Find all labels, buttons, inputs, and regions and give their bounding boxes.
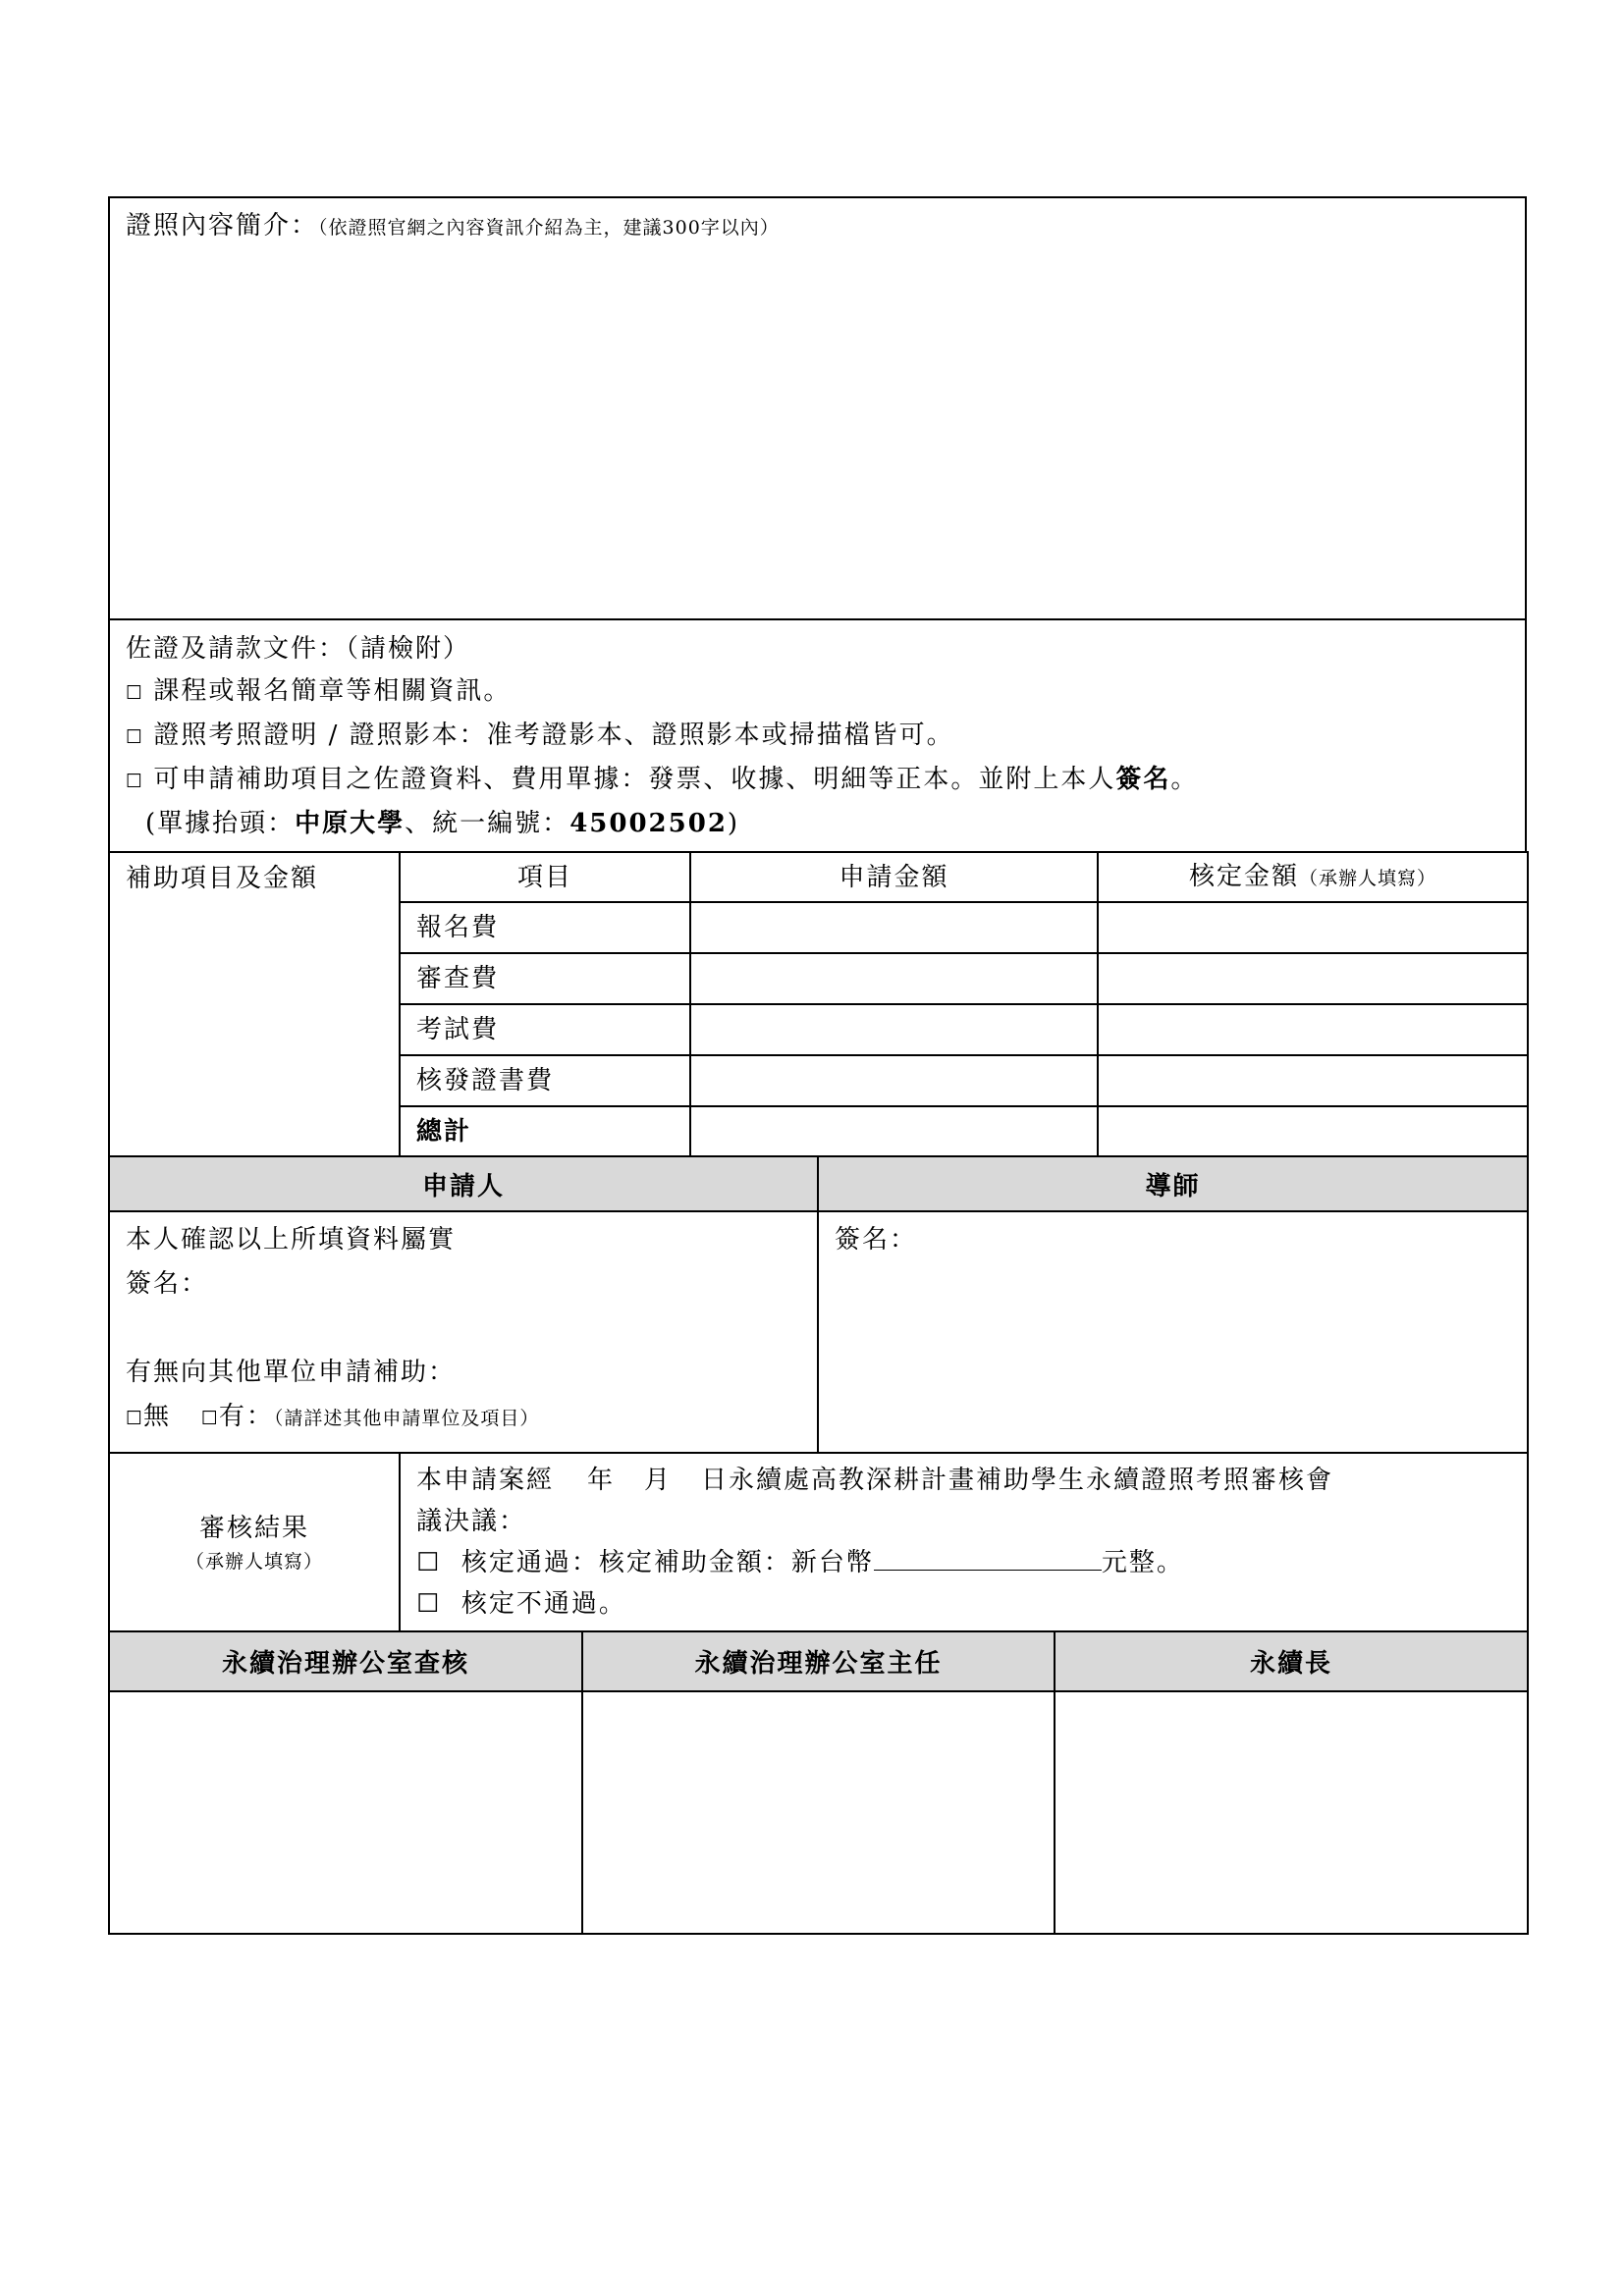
review-content-cell	[400, 1453, 1528, 1631]
advisor-sign-label: 簽名：	[835, 1225, 918, 1255]
review-table	[108, 1452, 1529, 1632]
row-label: 考試費	[400, 1004, 690, 1055]
intro-table	[108, 196, 1527, 853]
total-label: 總計	[400, 1106, 690, 1156]
advisor-cell[interactable]	[818, 1211, 1528, 1453]
documents-item-1-label: 課程或報名簡章等相關資訊。	[153, 676, 512, 706]
note-suffix: )	[727, 809, 740, 838]
col-header-approved-note: （承辦人填寫）	[1299, 867, 1437, 889]
review-month: 月	[644, 1466, 673, 1495]
review-year: 年	[587, 1466, 616, 1495]
documents-cell	[109, 619, 1526, 852]
review-label-cell	[109, 1453, 400, 1631]
review-option-approve	[416, 1542, 1511, 1583]
subsidy-label: 補助項目及金額	[126, 864, 319, 893]
approved-amount-field[interactable]	[1098, 1004, 1528, 1055]
checkbox-icon[interactable]: ☐	[126, 682, 144, 704]
checkbox-icon[interactable]: ☐	[416, 1589, 442, 1619]
checkbox-icon[interactable]: ☐	[126, 771, 144, 792]
intro-cell[interactable]	[109, 197, 1526, 619]
review-label-note: （承辦人填寫）	[185, 1551, 323, 1573]
apply-amount-field[interactable]	[690, 953, 1098, 1004]
review-text-b: 日永續處高教深耕計畫補助學生永續證照考照審核會	[701, 1466, 1334, 1495]
review-line-2: 議決議：	[416, 1507, 527, 1536]
checkbox-icon[interactable]: ☐	[126, 726, 144, 748]
row-label: 報名費	[400, 902, 690, 953]
review-text-a: 本申請案經	[416, 1466, 555, 1495]
documents-item-3	[126, 759, 1509, 803]
col-header-approved-label: 核定金額	[1188, 861, 1299, 891]
applicant-confirm: 本人確認以上所填資料屬實	[126, 1225, 457, 1255]
apply-amount-field[interactable]	[690, 902, 1098, 953]
documents-item-3-end: 。	[1170, 765, 1199, 794]
subsidy-label-cell	[109, 852, 400, 1156]
documents-item-3-label: 可申請補助項目之佐證資料、費用單據：發票、收據、明細等正本。並附上本人	[153, 765, 1116, 794]
total-approved-field[interactable]	[1098, 1106, 1528, 1156]
applicant-other-options	[126, 1395, 801, 1441]
documents-item-2	[126, 715, 1509, 759]
intro-note: （依證照官網之內容資訊介紹為主，建議300字以內）	[318, 217, 780, 239]
applicant-cell[interactable]	[109, 1211, 818, 1453]
total-apply-field[interactable]	[690, 1106, 1098, 1156]
advisor-header: 導師	[818, 1156, 1528, 1211]
approval-header-chief: 永續長	[1055, 1631, 1528, 1691]
reject-label: 核定不通過。	[460, 1589, 626, 1619]
checkbox-icon[interactable]: ☐	[416, 1548, 442, 1577]
documents-title: 佐證及請款文件：（請檢附）	[126, 634, 471, 664]
review-option-reject	[416, 1583, 1511, 1625]
option-yes-label: 有：	[218, 1402, 274, 1431]
approval-review-sign-area[interactable]	[109, 1691, 582, 1934]
apply-amount-field[interactable]	[690, 1055, 1098, 1106]
apply-amount-field[interactable]	[690, 1004, 1098, 1055]
documents-item-3-bold: 簽名	[1115, 765, 1171, 794]
approved-amount-field[interactable]	[1098, 1055, 1528, 1106]
approve-suffix: 元整。	[1101, 1548, 1184, 1577]
review-line-1	[416, 1460, 1511, 1501]
option-no-label: 無	[143, 1402, 172, 1431]
note-tax-id: 45002502	[569, 809, 728, 838]
approved-amount-field[interactable]	[1098, 953, 1528, 1004]
approval-header-review: 永續治理辦公室查核	[109, 1631, 582, 1691]
col-header-apply: 申請金額	[690, 852, 1098, 902]
approval-director-sign-area[interactable]	[582, 1691, 1055, 1934]
applicant-sign-label: 簽名：	[126, 1269, 209, 1299]
approval-header-director: 永續治理辦公室主任	[582, 1631, 1055, 1691]
approve-label: 核定通過：核定補助金額：新台幣	[460, 1548, 874, 1577]
signature-table	[108, 1155, 1529, 1454]
documents-note	[126, 803, 1509, 845]
note-org: 中原大學	[295, 809, 406, 838]
approval-chief-sign-area[interactable]	[1055, 1691, 1528, 1934]
note-prefix: (單據抬頭：	[145, 809, 296, 838]
application-form	[108, 196, 1527, 1935]
col-header-approved	[1098, 852, 1528, 902]
amount-blank-field[interactable]	[874, 1542, 1102, 1571]
subsidy-table	[108, 851, 1529, 1157]
option-yes-note: （請詳述其他申請單位及項目）	[273, 1408, 540, 1429]
note-mid: 、統一編號：	[405, 809, 570, 838]
col-header-item: 項目	[400, 852, 690, 902]
documents-item-2-label: 證照考照證明 / 證照影本：准考證影本、證照影本或掃描檔皆可。	[153, 721, 954, 750]
applicant-other-question: 有無向其他單位申請補助：	[126, 1358, 457, 1387]
approval-table	[108, 1630, 1529, 1935]
checkbox-icon[interactable]: ☐	[200, 1408, 219, 1429]
review-label: 審核結果	[198, 1514, 309, 1543]
row-label: 審查費	[400, 953, 690, 1004]
intro-label: 證照內容簡介：	[126, 211, 319, 240]
documents-item-1	[126, 670, 1509, 715]
checkbox-icon[interactable]: ☐	[126, 1408, 144, 1429]
row-label: 核發證書費	[400, 1055, 690, 1106]
applicant-header: 申請人	[109, 1156, 818, 1211]
approved-amount-field[interactable]	[1098, 902, 1528, 953]
